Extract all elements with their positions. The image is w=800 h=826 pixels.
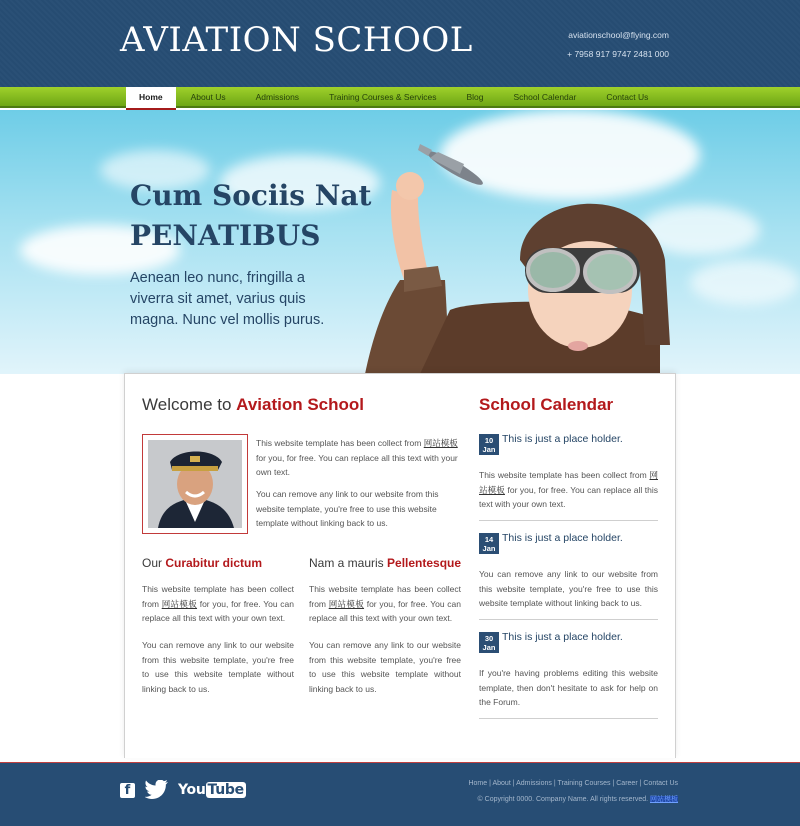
footer-link-home[interactable]: Home <box>468 780 488 787</box>
twitter-icon[interactable] <box>145 780 169 800</box>
footer-link-training-courses[interactable]: Training Courses <box>557 780 611 787</box>
event-1-month: Jan <box>482 445 496 454</box>
youtube-tube-text: Tube <box>207 782 244 798</box>
welcome-p1-text-b: for you, for free. You can replace all this text with your own text. <box>256 452 458 478</box>
event-3-date-badge <box>479 632 499 653</box>
welcome-title-prefix: Welcome to <box>142 395 237 414</box>
event-divider <box>479 619 658 620</box>
event-1-date-badge <box>479 434 499 455</box>
column-1-paragraph-1 <box>142 582 294 626</box>
footer-separator: | <box>610 780 617 787</box>
event-2-day: 14 <box>484 535 494 544</box>
calendar-title: School Calendar <box>479 395 614 414</box>
event-1-link[interactable]: 网站模板 <box>479 470 658 495</box>
nav-contact-us[interactable]: Contact Us <box>606 92 649 102</box>
header <box>0 0 800 87</box>
welcome-title-highlight: Aviation School <box>236 395 364 414</box>
column-2-paragraph-2: You can remove any link to our website from this website template, you're free to use this website template without linking back to us. <box>309 640 461 694</box>
column-2-p1-text-b: for you, for free. You can replace all this text with your own text. <box>309 598 461 624</box>
header-contact <box>567 26 669 64</box>
welcome-paragraph-1 <box>256 436 464 480</box>
event-1-text-b: for you, for free. You can replace all this text with your own text. <box>479 484 659 510</box>
column-2-p1-text-a: This website template has been collect from <box>309 584 461 609</box>
pilot-photo <box>142 434 248 534</box>
main-nav <box>0 87 800 108</box>
contact-phone: + 7958 917 9747 2481 000 <box>567 49 669 59</box>
column-1-title-prefix: Our <box>142 556 166 570</box>
hero-title-line-1: Cum Sociis Nat <box>130 179 372 212</box>
footer-separator: | <box>510 780 517 787</box>
copyright <box>478 794 678 804</box>
contact-email[interactable]: aviationschool@flying.com <box>568 30 669 40</box>
footer-link-about[interactable]: About <box>492 780 511 787</box>
footer-separator: | <box>637 780 644 787</box>
event-2-title[interactable]: This is just a place holder. <box>502 532 623 544</box>
event-3-text: If you're having problems editing this website template, then don't hesitate to ask for help on the Forum. <box>479 668 658 708</box>
event-1-day: 10 <box>484 436 494 445</box>
pilot-portrait-image <box>148 440 242 528</box>
event-1-title[interactable]: This is just a place holder. <box>502 433 623 445</box>
footer-separator: | <box>551 780 558 787</box>
column-1-paragraph-2: You can remove any link to our website from this website template, you're free to use this website template without linking back to us. <box>142 640 294 694</box>
hero-text: Aenean leo nunc, fringilla a viverra sit amet, varius quis magna. Nunc vel mollis purus. <box>130 270 325 328</box>
column-2-p1-link[interactable]: 网站模板 <box>328 598 365 609</box>
welcome-p1-link[interactable]: 网站模板 <box>423 438 458 448</box>
facebook-icon[interactable]: f <box>120 783 135 798</box>
welcome-title <box>142 395 364 415</box>
footer-links <box>468 780 678 787</box>
copyright-link[interactable]: 网站模板 <box>650 796 678 803</box>
copyright-text: © Copyright 0000. Company Name. All rights reserved. <box>477 796 650 803</box>
column-1-p1-text-b: for you, for free. You can replace all this text with your own text. <box>142 598 294 624</box>
column-1-title-highlight: Curabitur dictum <box>165 556 263 570</box>
event-1-text <box>479 468 658 512</box>
column-2-title-prefix: Nam a mauris <box>309 556 388 570</box>
welcome-paragraph-2: You can remove any link to our website from this website template, you're free to use this website template without linking back to us. <box>256 489 439 529</box>
hero-title-line-2: PENATIBUS <box>130 219 321 252</box>
welcome-p1-text-a: This website template has been collect from <box>256 438 424 448</box>
footer-link-career[interactable]: Career <box>616 780 638 787</box>
column-1-p1-text-a: This website template has been collect from <box>142 584 294 609</box>
hero-banner <box>0 110 800 374</box>
column-2-title <box>309 556 461 570</box>
nav-admissions[interactable]: Admissions <box>255 92 300 102</box>
event-divider <box>479 718 658 719</box>
column-1-title <box>142 556 262 570</box>
column-2-title-highlight: Pellentesque <box>387 556 462 570</box>
nav-school-calendar[interactable]: School Calendar <box>513 92 577 102</box>
event-divider <box>479 520 658 521</box>
youtube-you-text: You <box>178 782 206 798</box>
event-2-text: You can remove any link to our website from this website template, you're free to use this website template without linking back to us. <box>479 569 658 609</box>
event-3-day: 30 <box>484 634 494 643</box>
footer <box>0 762 800 826</box>
nav-training-courses[interactable]: Training Courses & Services <box>329 92 437 102</box>
hero-title <box>130 176 371 256</box>
event-1-text-a: This website template has been collect from <box>479 470 650 480</box>
site-logo[interactable]: AVIATION SCHOOL <box>120 20 473 60</box>
column-1-p1-link[interactable]: 网站模板 <box>161 598 198 609</box>
youtube-icon[interactable] <box>178 782 246 798</box>
nav-home[interactable]: Home <box>126 87 176 111</box>
cloud-shape <box>690 260 800 305</box>
event-2-date-badge <box>479 533 499 554</box>
event-2-month: Jan <box>482 544 496 553</box>
pilot-child-illustration <box>360 110 700 374</box>
event-3-title[interactable]: This is just a place holder. <box>502 631 623 643</box>
column-2-paragraph-1 <box>309 582 461 626</box>
footer-link-contact-us[interactable]: Contact Us <box>643 780 678 787</box>
event-3-month: Jan <box>482 643 496 652</box>
footer-link-admissions[interactable]: Admissions <box>516 780 552 787</box>
nav-blog[interactable]: Blog <box>466 92 484 102</box>
footer-separator: | <box>487 780 493 787</box>
nav-about-us[interactable]: About Us <box>190 92 226 102</box>
